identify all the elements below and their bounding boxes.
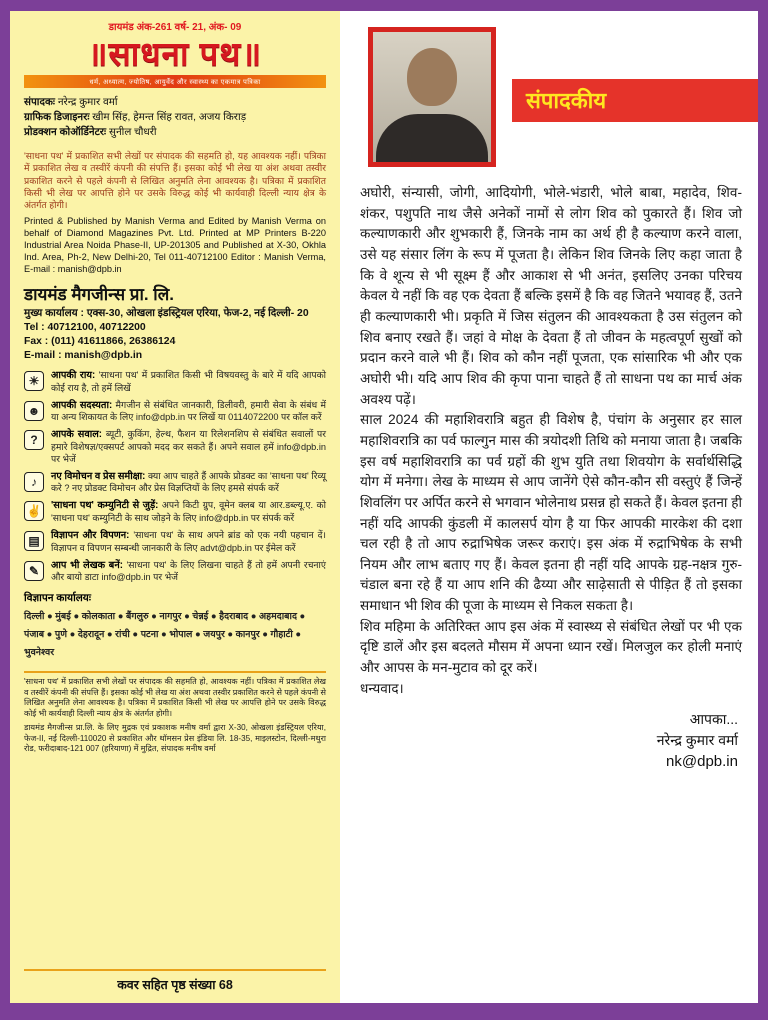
- editorial-paragraph: साल 2024 की महाशिवरात्रि बहुत ही विशेष है, पंचांग के अनुसार हर साल महाशिवरात्रि का पर्व फाल्गुन मास की त्रयोदशी तिथि को मनाया जाता है। जबकि इस वर्ष महाशिवरात्रि का पर्व ग्रहों की शुभ युति तथा शिवयोग के सर्वार्थसिद्धि योग में मनेगा। लेख के माध्यम से आप जानेंगे ऐसे कौन-कौन सी वस्तुएं हैं जिन्हें शिवलिंग पर अर्पित करने से भगवान भोलेनाथ प्रसन्न हो सकते हैं। केवल इतना ही नहीं यदि आपकी कुंडली में कालसर्प योग है या फिर आपकी मारकेश की दशा चल रही है तो आप रुद्राभिषेक जरूर कराएं। इस अंक में रुद्राभिषेक के सभी नियम और लाभ बताए गए हैं। केवल इतना ही नहीं यदि आपके ग्रह-नक्षत्र गुरु-चंडाल बना रहे हैं या आप शनि की ढैय्या और साढ़ेसाती से पीड़ित हैं तो इसका समाधान भी शिव की पूजा के माध्यम से निकल सकता है।: [360, 412, 742, 614]
- contact-item-title: आपके सवाल:: [51, 429, 103, 441]
- contact-item-body: 'साधना पथ' के साथ अपने ब्रांड को एक नयी पहचान दें। विज्ञापन व विपणन सम्बन्धी जानकारी के लिए advt@dpb.in पर ईमेल करें: [51, 529, 326, 553]
- contact-item-title: आप भी लेखक बनें:: [51, 559, 123, 571]
- ad-offices: [24, 591, 326, 660]
- newspaper-icon: ▤: [24, 531, 44, 551]
- contact-item-body: 'साधना पथ' में प्रकाशित किसी भी विषयवस्तु के बारे में यदि आपको कोई राय है, तो हमें लिखें: [51, 370, 326, 393]
- contact-item-text: [51, 471, 326, 496]
- contact-item-become-writer: [24, 560, 326, 585]
- contact-item-title: आपकी सदस्यता:: [51, 399, 113, 411]
- contact-item-title: आपकी राय:: [51, 370, 96, 382]
- staff-row: [24, 126, 326, 141]
- page-frame: [10, 11, 758, 1003]
- magazine-logo: [24, 36, 326, 88]
- contact-item-questions: [24, 429, 326, 466]
- contact-item-title: नए विमोचन व प्रेस समीक्षा:: [51, 470, 146, 482]
- people-icon: ☻: [24, 401, 44, 421]
- company-email: E-mail : manish@dpb.in: [24, 350, 143, 362]
- contact-item-body: क्या आप चाहते हैं आपके प्रोडक्ट का 'साधना पथ' रिव्यू करे ? नए प्रोडक्ट विमोचन और प्रेस विज्ञप्तियों के लिए हमसे संपर्क करें: [51, 470, 326, 494]
- contact-item-body: अपने किटी ग्रुप, वूमेन क्लब या आर.डब्ल्यू.ए. को 'साधना पथ' कम्युनिटी के साथ जोड़ने के लिए info@dpb.in पर संपर्क करें: [51, 500, 326, 523]
- contact-item-body: 'साधना पथ' के लिए लिखना चाहते हैं तो हमें अपनी रचनाएं और बायो डाटा info@dpb.in पर भेजें: [51, 559, 326, 583]
- staff-label: संपादकः: [24, 97, 55, 109]
- editorial-heading: संपादकीय: [512, 79, 758, 122]
- contact-item-press-review: [24, 471, 326, 496]
- staff-value: खीम सिंह, हेमन्त सिंह रावत, अजय किराड़: [92, 112, 247, 124]
- editorial-page: [340, 11, 758, 1003]
- ad-offices-label: विज्ञापन कार्यालयः: [24, 593, 91, 605]
- contact-item-text: [51, 400, 326, 425]
- printer-note: डायमंड मैगजीन्स प्रा.लि. के लिए मुद्रक एवं प्रकाशक मनीष वर्मा द्वारा X-30, ओखला इंडस्ट्रियल एरिया, फेज-II, नई दिल्ली-110020 से प्रकाशित और थॉमसन प्रेस इंडिया लि. 18-35, माइलस्टोन, दिल्ली-मथुरा रोड, फरीदाबाद-121 007 (हरियाणा) में मुद्रित, संपादक मनीष वर्मा: [24, 723, 326, 754]
- company-phone: Tel : 40712100, 40712200: [24, 322, 146, 334]
- staff-value: सुनील चौधरी: [108, 127, 157, 139]
- microphone-icon: ♪: [24, 472, 44, 492]
- contact-item-feedback: [24, 370, 326, 395]
- contact-item-advertising: [24, 530, 326, 555]
- contact-item-text: [51, 530, 326, 555]
- ad-offices-cities: दिल्ली ● मुंबई ● कोलकाता ● बैंगलुरु ● नागपुर ● चेन्नई ● हैदराबाद ● अहमदाबाद ● पंजाब ● पुणे ● देहरादून ● रांची ● पटना ● भोपाल ● जयपुर ● कानपुर ● गौहाटी ● भुवनेश्वर: [24, 610, 306, 658]
- editorial-paragraph: अघोरी, संन्यासी, जोगी, आदियोगी, भोले-भंडारी, भोले बाबा, महादेव, शिव-शंकर, पशुपति नाथ जैसे अनेकों नामों से लोग शिव को पुकारते हैं। शिव जो कल्याणकारी और शुभकारी हैं, जिनके नाम का अर्थ ही है कल्याण करने वाला, उसे यह संसार लिंग के रूप में पूजता है। लेकिन शिव जिनके लिए कहा जाता है कि वे शून्य से भी सूक्ष्म हैं और आकाश से भी अनंत, इसलिए उनका परिचय केवल ये नहीं कि वह एक देवता हैं बल्कि इसमें है कि वह जितने भयावह हैं, उतने ही कल्याणकारी भी। प्रकृति में जिस संतुलन की आवश्यकता है उस संतुलन को शिव बनाए रखते हैं। जहां वे मोक्ष के देवता हैं तो जीवन के महत्वपूर्ण सुखों को प्रदान करने वाले भी हैं। शिव को कौन नहीं पूजता, एक सांसारिक भी और एक अघोरी भी। यदि आप शिव की कृपा पाना चाहते हैं तो साधना पथ का मार्च अंक अवश्य पढ़ें।: [360, 185, 742, 407]
- staff-value: नरेन्द्र कुमार वर्मा: [57, 97, 118, 109]
- disclaimer-text: 'साधना पथ' में प्रकाशित सभी लेखों पर संपादक की सहमति हो, यह आवश्यक नहीं। पत्रिका में प्रकाशित लेख व तस्वीरें कंपनी की संपत्ति हैं। इसका कोई भी लेख या अंश अथवा तस्वीर प्रकाशित करने से पहले कंपनी से लिखित अनुमति लेना आवश्यक है। पत्रिका में प्रकाशित किसी भी लेख पर आपत्ति होने पर उसके विरुद्ध कोई भी कार्यवाही दिल्ली न्याय क्षेत्र के अंतर्गत होगी।: [24, 151, 326, 210]
- contact-item-subscription: [24, 400, 326, 425]
- contact-item-body: ब्यूटी, कुकिंग, हेल्थ, फैशन या रिलेशनशिप से संबंधित सवालों पर हमारे विशेषज्ञ/एक्सपर्ट आपको मदद कर सकते हैं। अपने सवाल हमें info@dpb.in पर भेजें: [51, 429, 327, 464]
- contact-item-text: [51, 560, 326, 585]
- contact-item-title: विज्ञापन और विपणन:: [51, 529, 130, 541]
- editorial-paragraph: धन्यवाद।: [360, 680, 404, 696]
- issue-line: डायमंड अंक-261 वर्ष- 21, अंक- 09: [108, 22, 242, 33]
- signature-block: [360, 709, 742, 774]
- signature-email: nk@dpb.in: [666, 753, 738, 771]
- page-count: कवर सहित पृष्ठ संख्या 68: [24, 969, 326, 993]
- editorial-body: [360, 183, 742, 699]
- handshake-icon: ✌: [24, 501, 44, 521]
- editorial-paragraph: शिव महिमा के अतिरिक्त आप इस अंक में स्वास्थ्य से संबंधित लेखों पर भी एक दृष्टि डालें और इस बदलते मौसम में अपना ध्यान रखें। मिलजुल कर होली मनाएं और आपस के मन-मुटाव को दूर करें।: [360, 618, 742, 676]
- sidebar: [10, 11, 340, 1003]
- pen-icon: ✎: [24, 561, 44, 581]
- logo-tagline: धर्म, अध्यात्म, ज्योतिष, आयुर्वेद और स्वास्थ्य का एकमात्र पत्रिका: [24, 75, 326, 88]
- staff-block: [24, 96, 326, 141]
- bulb-icon: ☀: [24, 371, 44, 391]
- contact-item-text: [51, 500, 326, 525]
- question-icon: ?: [24, 430, 44, 450]
- staff-label: प्रोडक्शन कोऑर्डिनेटरः: [24, 127, 107, 139]
- editorial-banner-wrap: [496, 79, 742, 122]
- signature-closing: आपका...: [689, 711, 738, 728]
- editor-portrait: [373, 32, 491, 162]
- signature-name: नरेन्द्र कुमार वर्मा: [656, 732, 738, 749]
- contact-item-text: [51, 429, 326, 466]
- company-address: मुख्य कार्यालय : एक्स-30, ओखला इंडस्ट्रियल एरिया, फेज-2, नई दिल्ली- 20: [24, 308, 309, 319]
- print-publish-info: Printed & Published by Manish Verma and Edited by Manish Verma on behalf of Diamond Magazines Pvt. Ltd. Printed at MP Printers B-220 Industrial Area Noida Phase-II, UP-201305 and Published at X-30, Okhla Ind. Area, Ph-2, New Delhi-20, Tel 011-40712100 Editor : Manish Verma, E-mail : manish@dpb.in: [24, 216, 326, 275]
- contact-item-text: [51, 370, 326, 395]
- contact-item-community: [24, 500, 326, 525]
- contact-item-title: 'साधना पथ' कम्युनिटी से जुड़ें:: [51, 500, 159, 512]
- company-name: डायमंड मैगजीन्स प्रा. लि.: [24, 285, 174, 304]
- staff-label: ग्राफिक डिजाइनरः: [24, 112, 90, 124]
- editor-photo: [368, 27, 496, 167]
- staff-row: [24, 111, 326, 126]
- company-fax: Fax : (011) 41611866, 26386124: [24, 336, 176, 348]
- disclaimer-small: 'साधना पथ' में प्रकाशित सभी लेखों पर संपादक की सहमति हो, आवश्यक नहीं। पत्रिका में प्रकाशित लेख व तस्वीरें कंपनी की संपत्ति हैं। इसका कोई भी लेख या अंश अथवा तस्वीर प्रकाशित करने से पहले कंपनी से लिखित अनुमति लेना आवश्यक है। पत्रिका में प्रकाशित किसी भी लेख पर आपत्ति होने पर उसके विरुद्ध कोई भी कार्यवाही दिल्ली न्याय क्षेत्र के अंतर्गत होगी।: [24, 671, 326, 719]
- editorial-header: [360, 27, 742, 167]
- contact-item-body: मैगजीन से संबंधित जानकारी, डिलीवरी, हमारी सेवा के संबंध में या अन्य शिकायत के लिए info@dpb.in पर लिखें या 0114072200 पर कॉल करें: [51, 399, 326, 423]
- company-block: [24, 282, 326, 363]
- staff-row: [24, 96, 326, 111]
- logo-title: ॥साधना पथ॥: [87, 35, 263, 72]
